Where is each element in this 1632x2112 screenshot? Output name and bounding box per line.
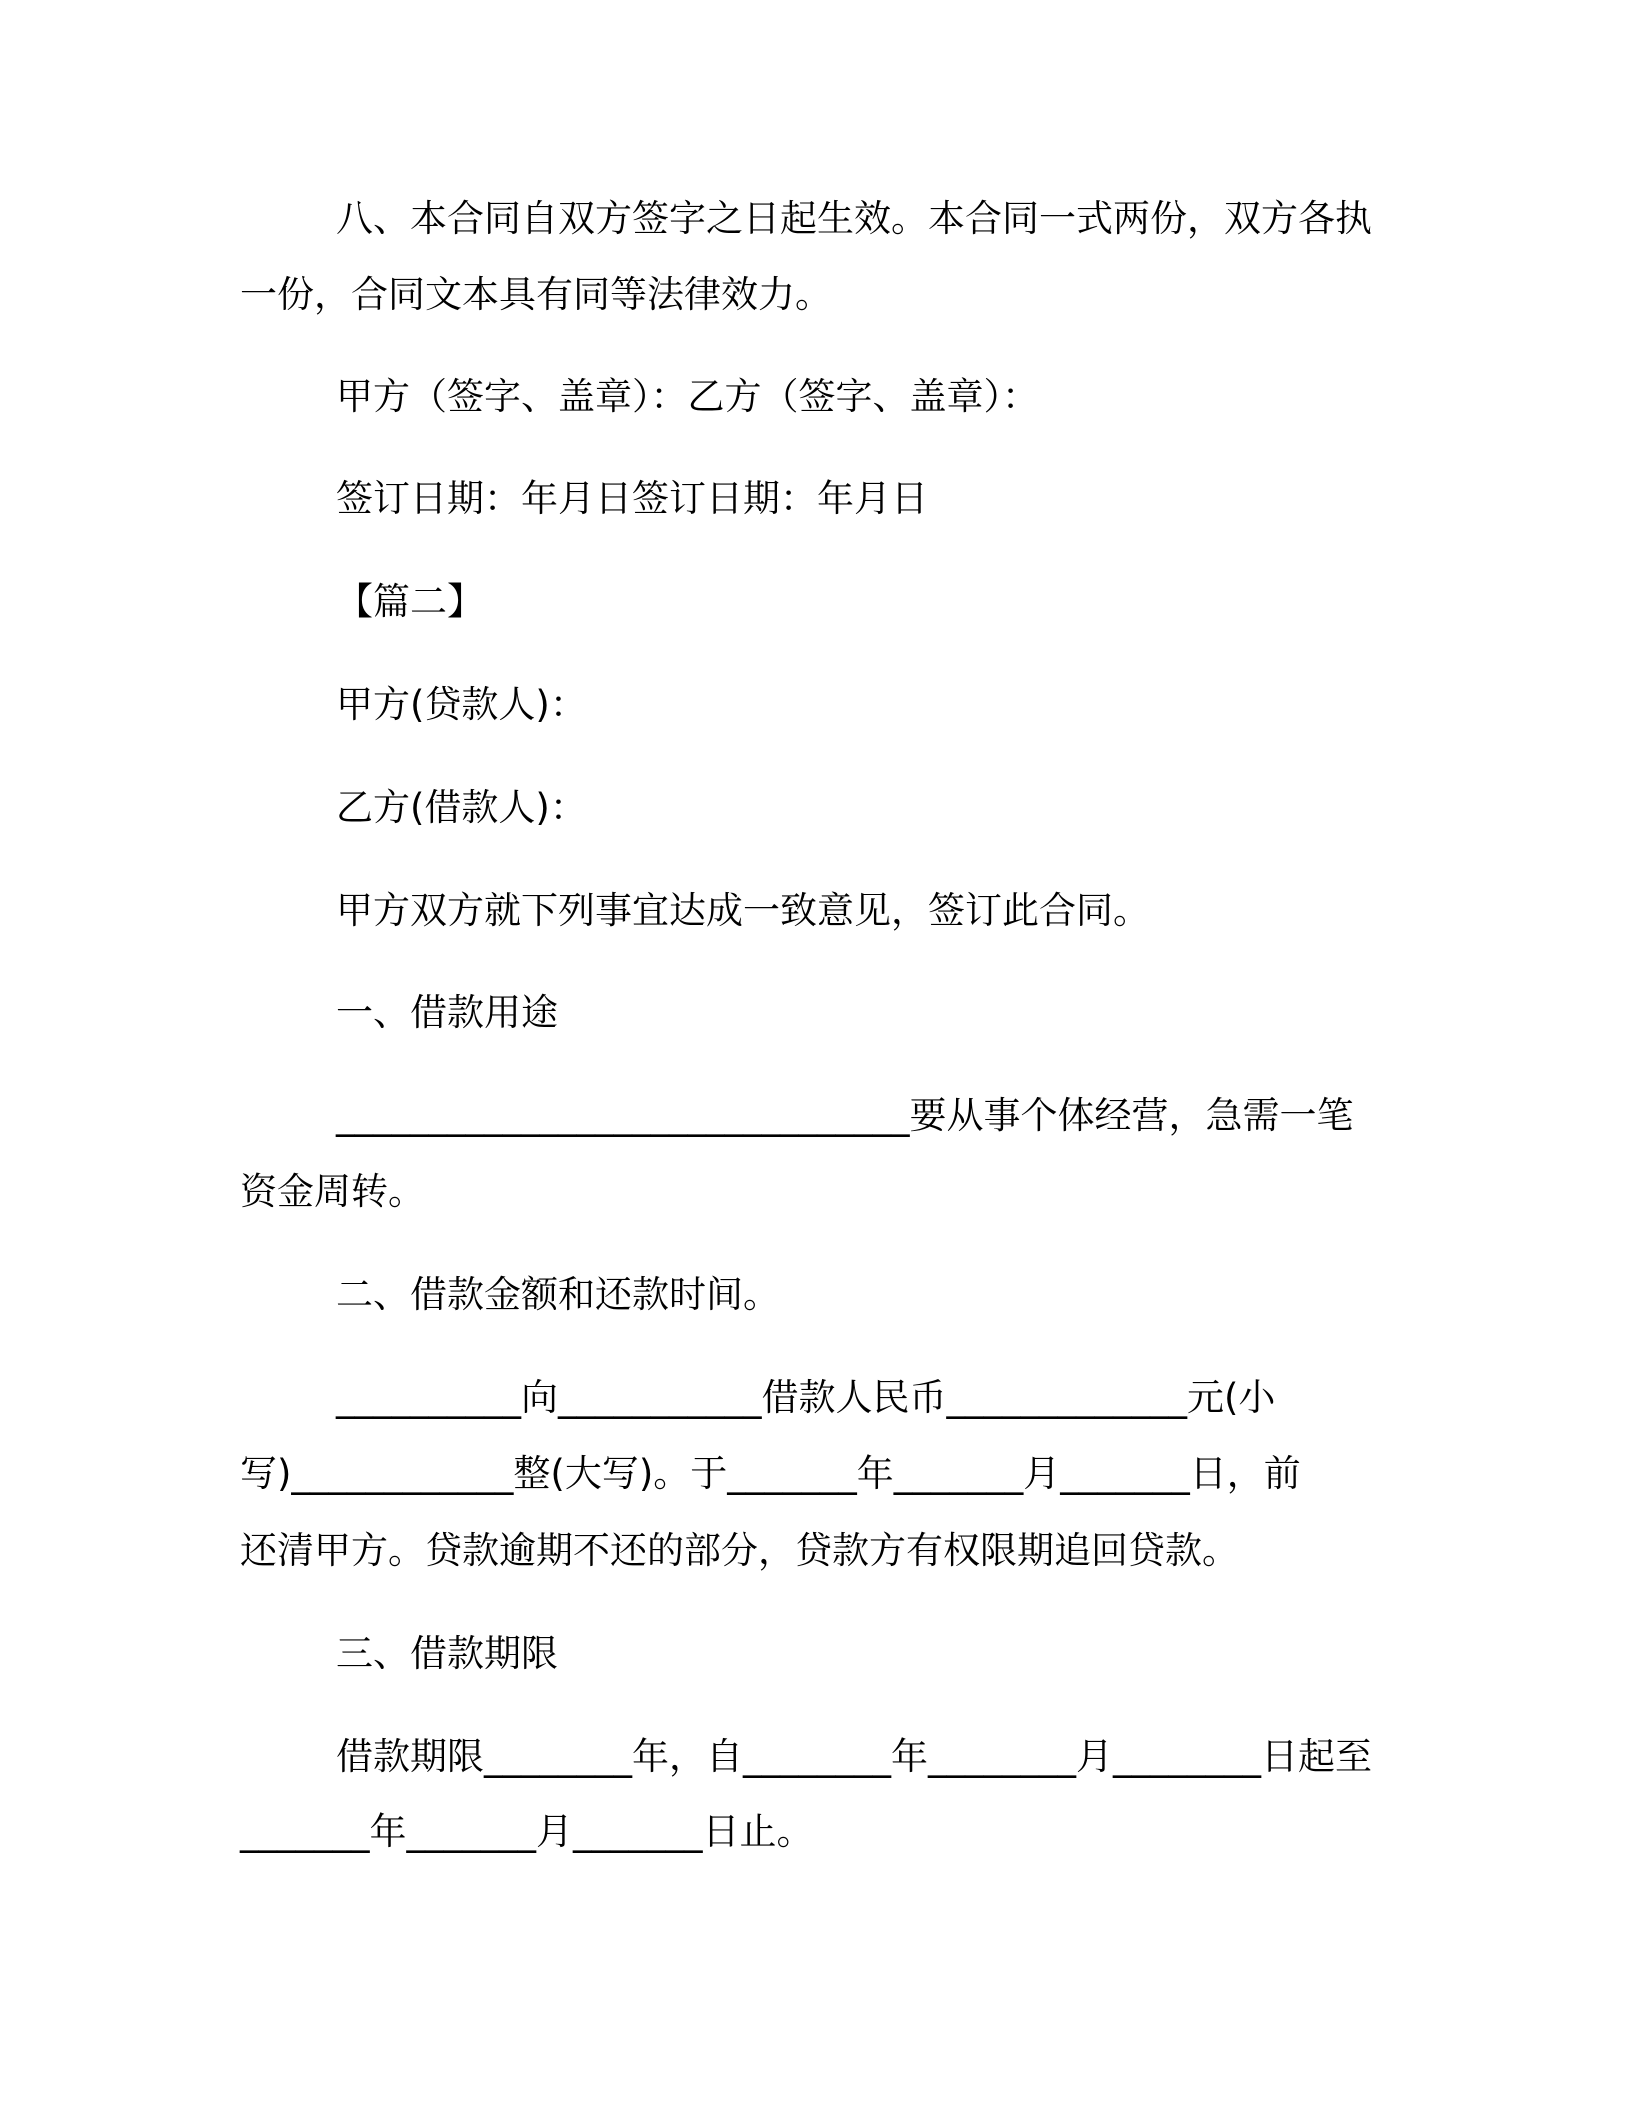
loan-amount-line-1: __________向___________借款人民币_____________元(小 — [336, 1376, 1276, 1419]
section-heading-part-two: 【篇二】 — [336, 580, 484, 623]
signature-line: 甲方（签字、盖章）：乙方（签字、盖章）： — [336, 375, 1039, 418]
loan-amount-line-2: 写)____________整(大写)。于_______年_______月_______日，前 — [240, 1452, 1301, 1495]
clause-8-line-2: 一份，合同文本具有同等法律效力。 — [240, 273, 832, 316]
agreement-intro: 甲方双方就下列事宜达成一致意见，签订此合同。 — [336, 889, 1150, 932]
signing-date-line: 签订日期：年月日签订日期：年月日 — [336, 477, 928, 520]
loan-purpose-line-2: 资金周转。 — [240, 1170, 425, 1213]
clause-8-line-1: 八、本合同自双方签字之日起生效。本合同一式两份，双方各执 — [336, 197, 1372, 240]
heading-loan-amount: 二、借款金额和还款时间。 — [336, 1273, 780, 1316]
loan-term-line-2: _______年_______月_______日止。 — [240, 1810, 814, 1853]
borrower-line: 乙方(借款人)： — [336, 786, 587, 829]
lender-line: 甲方(贷款人)： — [336, 683, 587, 726]
loan-purpose-line-1: _______________________________要从事个体经营，急需一笔 — [336, 1094, 1354, 1137]
loan-term-line-1: 借款期限________年，自________年________月________日起至 — [336, 1735, 1372, 1778]
loan-amount-line-3: 还清甲方。贷款逾期不还的部分，贷款方有权限期追回贷款。 — [240, 1529, 1239, 1572]
heading-loan-purpose: 一、借款用途 — [336, 991, 558, 1034]
heading-loan-term: 三、借款期限 — [336, 1632, 558, 1675]
